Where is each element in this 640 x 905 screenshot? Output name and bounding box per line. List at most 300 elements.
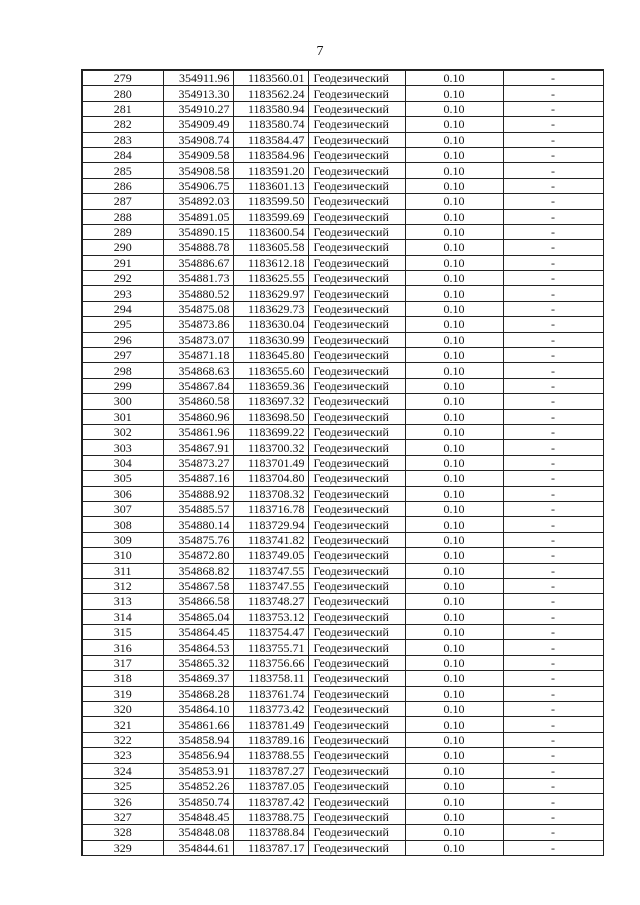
coord-y-cell: 1183700.32: [233, 440, 308, 455]
description-cell: -: [503, 424, 603, 439]
table-row: [82, 702, 603, 717]
method-cell: Геодезический: [308, 609, 405, 624]
coord-y-cell: 1183599.50: [233, 194, 308, 209]
method-cell: Геодезический: [308, 332, 405, 347]
description-cell: -: [503, 640, 603, 655]
coord-x-cell: 354850.74: [163, 794, 233, 809]
description-cell: -: [503, 132, 603, 147]
coord-x-cell: 354869.37: [163, 671, 233, 686]
method-cell: Геодезический: [308, 440, 405, 455]
description-cell: -: [503, 286, 603, 301]
table-row: [82, 455, 603, 470]
table-row: [82, 686, 603, 701]
accuracy-cell: 0.10: [405, 178, 503, 193]
coord-x-cell: 354844.61: [163, 840, 233, 855]
coord-x-cell: 354872.80: [163, 548, 233, 563]
coord-y-cell: 1183741.82: [233, 532, 308, 547]
coord-x-cell: 354871.18: [163, 348, 233, 363]
coord-y-cell: 1183580.94: [233, 101, 308, 116]
description-cell: -: [503, 178, 603, 193]
table-row: [82, 286, 603, 301]
point-number-cell: 305: [82, 471, 163, 486]
description-cell: -: [503, 117, 603, 132]
coord-x-cell: 354892.03: [163, 194, 233, 209]
method-cell: Геодезический: [308, 147, 405, 162]
coord-x-cell: 354848.08: [163, 825, 233, 840]
coord-y-cell: 1183787.27: [233, 763, 308, 778]
coord-x-cell: 354888.92: [163, 486, 233, 501]
coord-y-cell: 1183630.99: [233, 332, 308, 347]
description-cell: -: [503, 363, 603, 378]
description-cell: -: [503, 625, 603, 640]
table-row: [82, 732, 603, 747]
coord-x-cell: 354867.91: [163, 440, 233, 455]
coord-y-cell: 1183601.13: [233, 178, 308, 193]
table-row: [82, 717, 603, 732]
point-number-cell: 307: [82, 501, 163, 516]
accuracy-cell: 0.10: [405, 255, 503, 270]
accuracy-cell: 0.10: [405, 271, 503, 286]
description-cell: -: [503, 778, 603, 793]
coord-y-cell: 1183787.05: [233, 778, 308, 793]
coord-y-cell: 1183729.94: [233, 517, 308, 532]
method-cell: Геодезический: [308, 317, 405, 332]
coord-x-cell: 354875.76: [163, 532, 233, 547]
method-cell: Геодезический: [308, 86, 405, 101]
method-cell: Геодезический: [308, 809, 405, 824]
coord-y-cell: 1183716.78: [233, 501, 308, 516]
table-row: [82, 563, 603, 578]
table-row: [82, 240, 603, 255]
table-row: [82, 147, 603, 162]
point-number-cell: 314: [82, 609, 163, 624]
method-cell: Геодезический: [308, 486, 405, 501]
coord-x-cell: 354860.58: [163, 394, 233, 409]
description-cell: -: [503, 825, 603, 840]
point-number-cell: 298: [82, 363, 163, 378]
point-number-cell: 310: [82, 548, 163, 563]
description-cell: -: [503, 532, 603, 547]
coord-y-cell: 1183747.55: [233, 563, 308, 578]
table-row: [82, 548, 603, 563]
coord-y-cell: 1183787.42: [233, 794, 308, 809]
description-cell: -: [503, 686, 603, 701]
point-number-cell: 329: [82, 840, 163, 855]
method-cell: Геодезический: [308, 178, 405, 193]
point-number-cell: 283: [82, 132, 163, 147]
coord-y-cell: 1183781.49: [233, 717, 308, 732]
point-number-cell: 300: [82, 394, 163, 409]
accuracy-cell: 0.10: [405, 86, 503, 101]
coord-y-cell: 1183788.84: [233, 825, 308, 840]
point-number-cell: 295: [82, 317, 163, 332]
point-number-cell: 311: [82, 563, 163, 578]
coord-y-cell: 1183629.97: [233, 286, 308, 301]
table-row: [82, 794, 603, 809]
method-cell: Геодезический: [308, 163, 405, 178]
method-cell: Геодезический: [308, 717, 405, 732]
table-row: [82, 594, 603, 609]
table-row: [82, 255, 603, 270]
point-number-cell: 315: [82, 625, 163, 640]
accuracy-cell: 0.10: [405, 394, 503, 409]
description-cell: -: [503, 409, 603, 424]
point-number-cell: 308: [82, 517, 163, 532]
method-cell: Геодезический: [308, 686, 405, 701]
point-number-cell: 301: [82, 409, 163, 424]
accuracy-cell: 0.10: [405, 517, 503, 532]
table-row: [82, 486, 603, 501]
coord-y-cell: 1183591.20: [233, 163, 308, 178]
accuracy-cell: 0.10: [405, 702, 503, 717]
description-cell: -: [503, 517, 603, 532]
table-row: [82, 70, 603, 86]
point-number-cell: 324: [82, 763, 163, 778]
method-cell: Геодезический: [308, 655, 405, 670]
point-number-cell: 281: [82, 101, 163, 116]
coord-y-cell: 1183629.73: [233, 301, 308, 316]
description-cell: -: [503, 317, 603, 332]
accuracy-cell: 0.10: [405, 778, 503, 793]
coord-y-cell: 1183708.32: [233, 486, 308, 501]
table-row: [82, 424, 603, 439]
point-number-cell: 290: [82, 240, 163, 255]
method-cell: Геодезический: [308, 378, 405, 393]
description-cell: -: [503, 70, 603, 86]
accuracy-cell: 0.10: [405, 194, 503, 209]
method-cell: Геодезический: [308, 209, 405, 224]
table-row: [82, 101, 603, 116]
point-number-cell: 293: [82, 286, 163, 301]
description-cell: -: [503, 255, 603, 270]
coord-y-cell: 1183788.75: [233, 809, 308, 824]
table-row: [82, 809, 603, 824]
accuracy-cell: 0.10: [405, 332, 503, 347]
method-cell: Геодезический: [308, 117, 405, 132]
coord-y-cell: 1183605.58: [233, 240, 308, 255]
description-cell: -: [503, 378, 603, 393]
coord-y-cell: 1183704.80: [233, 471, 308, 486]
point-number-cell: 313: [82, 594, 163, 609]
table-row: [82, 640, 603, 655]
accuracy-cell: 0.10: [405, 70, 503, 86]
method-cell: Геодезический: [308, 671, 405, 686]
method-cell: Геодезический: [308, 363, 405, 378]
method-cell: Геодезический: [308, 455, 405, 470]
coordinates-table: [81, 69, 604, 856]
point-number-cell: 321: [82, 717, 163, 732]
accuracy-cell: 0.10: [405, 317, 503, 332]
accuracy-cell: 0.10: [405, 640, 503, 655]
coord-x-cell: 354867.58: [163, 578, 233, 593]
accuracy-cell: 0.10: [405, 825, 503, 840]
coord-x-cell: 354848.45: [163, 809, 233, 824]
coord-x-cell: 354880.52: [163, 286, 233, 301]
point-number-cell: 318: [82, 671, 163, 686]
method-cell: Геодезический: [308, 70, 405, 86]
coordinates-table-body: [82, 70, 603, 855]
accuracy-cell: 0.10: [405, 117, 503, 132]
coord-x-cell: 354909.58: [163, 147, 233, 162]
description-cell: -: [503, 147, 603, 162]
coord-x-cell: 354908.58: [163, 163, 233, 178]
accuracy-cell: 0.10: [405, 840, 503, 855]
point-number-cell: 322: [82, 732, 163, 747]
point-number-cell: 296: [82, 332, 163, 347]
table-row: [82, 440, 603, 455]
description-cell: -: [503, 794, 603, 809]
accuracy-cell: 0.10: [405, 101, 503, 116]
table-row: [82, 840, 603, 855]
coord-x-cell: 354858.94: [163, 732, 233, 747]
accuracy-cell: 0.10: [405, 440, 503, 455]
coord-x-cell: 354860.96: [163, 409, 233, 424]
method-cell: Геодезический: [308, 471, 405, 486]
accuracy-cell: 0.10: [405, 578, 503, 593]
table-row: [82, 363, 603, 378]
point-number-cell: 285: [82, 163, 163, 178]
point-number-cell: 289: [82, 224, 163, 239]
point-number-cell: 287: [82, 194, 163, 209]
table-row: [82, 532, 603, 547]
coord-y-cell: 1183612.18: [233, 255, 308, 270]
point-number-cell: 325: [82, 778, 163, 793]
point-number-cell: 317: [82, 655, 163, 670]
coord-x-cell: 354873.27: [163, 455, 233, 470]
accuracy-cell: 0.10: [405, 132, 503, 147]
accuracy-cell: 0.10: [405, 424, 503, 439]
point-number-cell: 294: [82, 301, 163, 316]
description-cell: -: [503, 301, 603, 316]
accuracy-cell: 0.10: [405, 486, 503, 501]
coord-x-cell: 354865.32: [163, 655, 233, 670]
coord-y-cell: 1183697.32: [233, 394, 308, 409]
description-cell: -: [503, 86, 603, 101]
coord-y-cell: 1183698.50: [233, 409, 308, 424]
coord-x-cell: 354865.04: [163, 609, 233, 624]
coord-y-cell: 1183748.27: [233, 594, 308, 609]
coord-x-cell: 354911.96: [163, 70, 233, 86]
coord-x-cell: 354852.26: [163, 778, 233, 793]
table-row: [82, 117, 603, 132]
description-cell: -: [503, 763, 603, 778]
coord-y-cell: 1183625.55: [233, 271, 308, 286]
coord-x-cell: 354868.63: [163, 363, 233, 378]
table-row: [82, 332, 603, 347]
table-row: [82, 517, 603, 532]
method-cell: Геодезический: [308, 825, 405, 840]
coord-x-cell: 354909.49: [163, 117, 233, 132]
table-row: [82, 748, 603, 763]
coord-y-cell: 1183789.16: [233, 732, 308, 747]
accuracy-cell: 0.10: [405, 209, 503, 224]
coord-x-cell: 354864.45: [163, 625, 233, 640]
point-number-cell: 303: [82, 440, 163, 455]
method-cell: Геодезический: [308, 409, 405, 424]
coord-x-cell: 354861.96: [163, 424, 233, 439]
accuracy-cell: 0.10: [405, 455, 503, 470]
point-number-cell: 297: [82, 348, 163, 363]
table-row: [82, 301, 603, 316]
table-row: [82, 224, 603, 239]
method-cell: Геодезический: [308, 732, 405, 747]
method-cell: Геодезический: [308, 778, 405, 793]
point-number-cell: 316: [82, 640, 163, 655]
accuracy-cell: 0.10: [405, 363, 503, 378]
description-cell: -: [503, 471, 603, 486]
method-cell: Геодезический: [308, 640, 405, 655]
point-number-cell: 302: [82, 424, 163, 439]
table-row: [82, 763, 603, 778]
point-number-cell: 282: [82, 117, 163, 132]
description-cell: -: [503, 748, 603, 763]
accuracy-cell: 0.10: [405, 655, 503, 670]
coord-x-cell: 354873.07: [163, 332, 233, 347]
accuracy-cell: 0.10: [405, 548, 503, 563]
table-row: [82, 409, 603, 424]
table-row: [82, 209, 603, 224]
table-row: [82, 501, 603, 516]
method-cell: Геодезический: [308, 748, 405, 763]
coord-y-cell: 1183630.04: [233, 317, 308, 332]
description-cell: -: [503, 440, 603, 455]
coord-y-cell: 1183600.54: [233, 224, 308, 239]
point-number-cell: 299: [82, 378, 163, 393]
coord-x-cell: 354891.05: [163, 209, 233, 224]
coord-x-cell: 354864.10: [163, 702, 233, 717]
coord-x-cell: 354868.28: [163, 686, 233, 701]
method-cell: Геодезический: [308, 240, 405, 255]
method-cell: Геодезический: [308, 501, 405, 516]
coord-y-cell: 1183753.12: [233, 609, 308, 624]
accuracy-cell: 0.10: [405, 163, 503, 178]
table-row: [82, 778, 603, 793]
description-cell: -: [503, 240, 603, 255]
coord-y-cell: 1183773.42: [233, 702, 308, 717]
method-cell: Геодезический: [308, 101, 405, 116]
coord-y-cell: 1183749.05: [233, 548, 308, 563]
method-cell: Геодезический: [308, 132, 405, 147]
point-number-cell: 326: [82, 794, 163, 809]
description-cell: -: [503, 224, 603, 239]
description-cell: -: [503, 548, 603, 563]
accuracy-cell: 0.10: [405, 717, 503, 732]
table-row: [82, 163, 603, 178]
coord-x-cell: 354908.74: [163, 132, 233, 147]
description-cell: -: [503, 717, 603, 732]
coord-x-cell: 354887.16: [163, 471, 233, 486]
table-row: [82, 378, 603, 393]
method-cell: Геодезический: [308, 286, 405, 301]
method-cell: Геодезический: [308, 840, 405, 855]
point-number-cell: 280: [82, 86, 163, 101]
coord-x-cell: 354890.15: [163, 224, 233, 239]
method-cell: Геодезический: [308, 532, 405, 547]
table-row: [82, 271, 603, 286]
coord-x-cell: 354856.94: [163, 748, 233, 763]
description-cell: -: [503, 394, 603, 409]
accuracy-cell: 0.10: [405, 240, 503, 255]
table-row: [82, 609, 603, 624]
coord-y-cell: 1183659.36: [233, 378, 308, 393]
page-number: 7: [316, 44, 324, 59]
method-cell: Геодезический: [308, 348, 405, 363]
coord-y-cell: 1183788.55: [233, 748, 308, 763]
coord-x-cell: 354853.91: [163, 763, 233, 778]
accuracy-cell: 0.10: [405, 625, 503, 640]
method-cell: Геодезический: [308, 763, 405, 778]
method-cell: Геодезический: [308, 394, 405, 409]
method-cell: Геодезический: [308, 194, 405, 209]
coord-y-cell: 1183655.60: [233, 363, 308, 378]
coord-y-cell: 1183754.47: [233, 625, 308, 640]
table-row: [82, 194, 603, 209]
coord-x-cell: 354885.57: [163, 501, 233, 516]
description-cell: -: [503, 209, 603, 224]
accuracy-cell: 0.10: [405, 671, 503, 686]
coord-y-cell: 1183645.80: [233, 348, 308, 363]
coord-y-cell: 1183599.69: [233, 209, 308, 224]
accuracy-cell: 0.10: [405, 794, 503, 809]
method-cell: Геодезический: [308, 424, 405, 439]
description-cell: -: [503, 840, 603, 855]
coord-x-cell: 354866.58: [163, 594, 233, 609]
point-number-cell: 288: [82, 209, 163, 224]
description-cell: -: [503, 486, 603, 501]
description-cell: -: [503, 101, 603, 116]
method-cell: Геодезический: [308, 271, 405, 286]
description-cell: -: [503, 163, 603, 178]
method-cell: Геодезический: [308, 794, 405, 809]
point-number-cell: 292: [82, 271, 163, 286]
table-row: [82, 86, 603, 101]
method-cell: Геодезический: [308, 563, 405, 578]
accuracy-cell: 0.10: [405, 286, 503, 301]
table-row: [82, 625, 603, 640]
coord-y-cell: 1183787.17: [233, 840, 308, 855]
description-cell: -: [503, 671, 603, 686]
accuracy-cell: 0.10: [405, 732, 503, 747]
description-cell: -: [503, 455, 603, 470]
coord-x-cell: 354910.27: [163, 101, 233, 116]
accuracy-cell: 0.10: [405, 378, 503, 393]
table-row: [82, 655, 603, 670]
accuracy-cell: 0.10: [405, 501, 503, 516]
accuracy-cell: 0.10: [405, 563, 503, 578]
table-row: [82, 825, 603, 840]
accuracy-cell: 0.10: [405, 147, 503, 162]
point-number-cell: 323: [82, 748, 163, 763]
accuracy-cell: 0.10: [405, 348, 503, 363]
accuracy-cell: 0.10: [405, 609, 503, 624]
point-number-cell: 291: [82, 255, 163, 270]
coord-x-cell: 354881.73: [163, 271, 233, 286]
coord-y-cell: 1183701.49: [233, 455, 308, 470]
point-number-cell: 319: [82, 686, 163, 701]
point-number-cell: 286: [82, 178, 163, 193]
accuracy-cell: 0.10: [405, 809, 503, 824]
point-number-cell: 328: [82, 825, 163, 840]
accuracy-cell: 0.10: [405, 594, 503, 609]
method-cell: Геодезический: [308, 301, 405, 316]
point-number-cell: 279: [82, 70, 163, 86]
description-cell: -: [503, 501, 603, 516]
method-cell: Геодезический: [308, 625, 405, 640]
coord-y-cell: 1183699.22: [233, 424, 308, 439]
coord-y-cell: 1183580.74: [233, 117, 308, 132]
accuracy-cell: 0.10: [405, 409, 503, 424]
coord-y-cell: 1183755.71: [233, 640, 308, 655]
